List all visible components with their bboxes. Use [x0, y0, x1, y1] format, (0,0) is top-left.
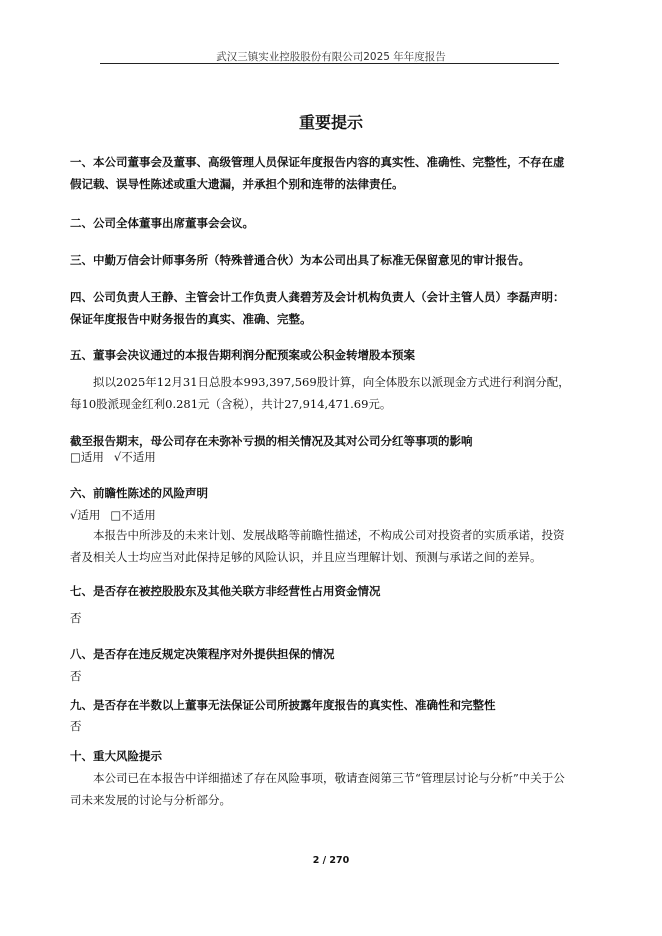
- section-1: 一、本公司董事会及董事、高级管理人员保证年度报告内容的真实性、准确性、完整性，不存在虚假记载、误导性陈述或重大遗漏，并承担个别和连带的法律责任。: [70, 155, 565, 191]
- s6-option-not-applicable: □不适用: [110, 508, 156, 522]
- section-10-body: 本公司已在本报告中详细描述了存在风险事项，敬请查阅第三节“管理层讨论与分析”中关于公司未来发展的讨论与分析部分。: [70, 771, 565, 807]
- section-6-heading: 六、前瞻性陈述的风险声明: [70, 486, 208, 500]
- section-7-heading: 七、是否存在被控股股东及其他关联方非经营性占用资金情况: [70, 584, 381, 598]
- s6-option-applicable: √适用: [70, 508, 101, 522]
- section-7-answer: 否: [70, 611, 82, 625]
- header-divider: [100, 63, 559, 64]
- section-8-heading: 八、是否存在违反规定决策程序对外提供担保的情况: [70, 647, 335, 661]
- section-4: 四、公司负责人王静、主管会计工作负责人龚碧芳及会计机构负责人（会计主管人员）李磊声明：保证年度报告中财务报告的真实、准确、完整。: [70, 290, 565, 326]
- page-number: 2 / 270: [312, 855, 350, 866]
- section-9-heading: 九、是否存在半数以上董事无法保证公司所披露年度报告的真实性、准确性和完整性: [70, 698, 496, 712]
- loss-option-not-applicable: √不适用: [113, 450, 156, 464]
- section-2: 二、公司全体董事出席董事会会议。: [70, 216, 254, 230]
- page-title: 重要提示: [298, 113, 363, 132]
- section-6-options: [70, 504, 570, 526]
- page-header: 武汉三镇实业控股股份有限公司2025 年年度报告: [216, 51, 446, 63]
- section-6-body: 本报告中所涉及的未来计划、发展战略等前瞻性描述，不构成公司对投资者的实质承诺，投资者及相关人士均应当对此保持足够的风险认识，并且应当理解计划、预测与承诺之间的差异。: [70, 528, 565, 564]
- loss-heading: 截至报告期末，母公司存在未弥补亏损的相关情况及其对公司分红等事项的影响: [70, 434, 473, 448]
- loss-options: [70, 446, 570, 468]
- loss-option-applicable: □适用: [70, 450, 104, 464]
- section-9-answer: 否: [70, 719, 82, 733]
- section-8-answer: 否: [70, 669, 82, 683]
- section-5-heading: 五、董事会决议通过的本报告期利润分配预案或公积金转增股本预案: [70, 348, 415, 362]
- section-3: 三、中勤万信会计师事务所（特殊普通合伙）为本公司出具了标准无保留意见的审计报告。: [70, 253, 530, 267]
- section-10-heading: 十、重大风险提示: [70, 749, 162, 763]
- section-5-body: 拟以2025年12月31日总股本993,397,569股计算，向全体股东以派现金方式进行利润分配，每10股派现金红利0.281元（含税），共计27,914,471.69元。: [70, 375, 570, 411]
